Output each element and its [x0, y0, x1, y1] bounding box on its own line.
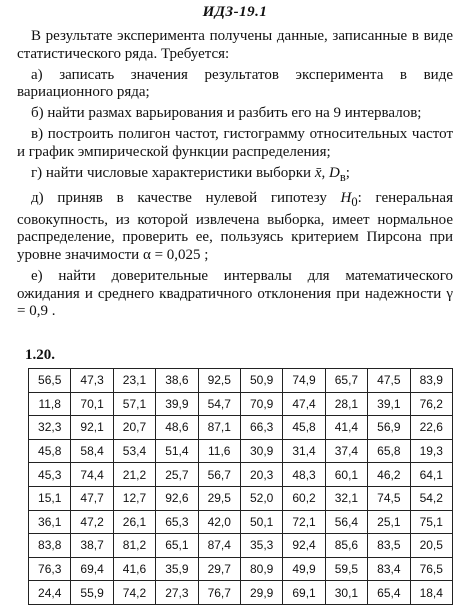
table-cell: 60,2: [283, 486, 325, 510]
table-cell: 83,8: [29, 534, 71, 558]
table-cell: 54,2: [410, 486, 452, 510]
table-cell: 48,6: [156, 416, 198, 440]
item-e-text: д) приняв в качестве нулевой гипотезу: [31, 190, 341, 207]
table-cell: 72,1: [283, 510, 325, 534]
table-cell: 27,3: [156, 581, 198, 605]
table-cell: 56,5: [29, 369, 71, 393]
table-cell: 19,3: [410, 439, 452, 463]
table-cell: 81,2: [113, 534, 155, 558]
table-cell: 76,7: [198, 581, 240, 605]
sample-mean-symbol: x̄: [314, 165, 322, 182]
table-row: [29, 416, 453, 440]
table-cell: 25,7: [156, 463, 198, 487]
table-row: [29, 463, 453, 487]
table-cell: 75,1: [410, 510, 452, 534]
table-cell: 29,9: [240, 581, 282, 605]
table-cell: 12,7: [113, 486, 155, 510]
table-cell: 76,2: [410, 392, 452, 416]
table-cell: 76,3: [29, 557, 71, 581]
table-cell: 24,4: [29, 581, 71, 605]
table-cell: 26,1: [113, 510, 155, 534]
table-cell: 65,4: [368, 581, 410, 605]
hypothesis-subscript: 0: [351, 195, 358, 210]
table-row: [29, 439, 453, 463]
problem-number: 1.20.: [25, 347, 55, 363]
table-cell: 69,4: [71, 557, 113, 581]
table-cell: 41,6: [113, 557, 155, 581]
table-cell: 83,4: [368, 557, 410, 581]
item-b: б) найти размах варьирования и разбить его на 9 интервалов;: [31, 105, 422, 122]
table-cell: 38,6: [156, 369, 198, 393]
table-cell: 51,4: [156, 439, 198, 463]
item-f: е) найти доверительные интервалы для математического ожидания и среднего квадратичного отклонения при надежности γ = 0,9 .: [17, 268, 453, 320]
table-cell: 48,3: [283, 463, 325, 487]
table-cell: 37,4: [325, 439, 367, 463]
table-cell: 39,9: [156, 392, 198, 416]
table-cell: 59,5: [325, 557, 367, 581]
table-cell: 92,5: [198, 369, 240, 393]
table-cell: 47,3: [71, 369, 113, 393]
intro-paragraph: В результате эксперимента получены данные, записанные в виде статистического ряда. Требуется:: [17, 28, 453, 62]
item-d-separator: ,: [321, 165, 330, 182]
table-cell: 65,8: [368, 439, 410, 463]
table-cell: 70,1: [71, 392, 113, 416]
table-cell: 47,7: [71, 486, 113, 510]
table-row: [29, 534, 453, 558]
table-cell: 47,4: [283, 392, 325, 416]
item-d: [17, 165, 453, 187]
table-row: [29, 510, 453, 534]
table-cell: 58,4: [71, 439, 113, 463]
table-cell: 65,1: [156, 534, 198, 558]
table-cell: 47,2: [71, 510, 113, 534]
table-cell: 69,1: [283, 581, 325, 605]
table-cell: 35,9: [156, 557, 198, 581]
table-cell: 56,7: [198, 463, 240, 487]
table-row: [29, 581, 453, 605]
table-cell: 54,7: [198, 392, 240, 416]
table-cell: 92,1: [71, 416, 113, 440]
table-cell: 70,9: [240, 392, 282, 416]
table-cell: 65,3: [156, 510, 198, 534]
table-cell: 32,3: [29, 416, 71, 440]
table-cell: 39,1: [368, 392, 410, 416]
table-cell: 42,0: [198, 510, 240, 534]
table-cell: 20,5: [410, 534, 452, 558]
page-title: ИДЗ-19.1: [202, 4, 268, 20]
table-row: [29, 369, 453, 393]
table-cell: 52,0: [240, 486, 282, 510]
table-cell: 35,3: [240, 534, 282, 558]
table-cell: 87,4: [198, 534, 240, 558]
task-text: [17, 28, 453, 324]
table-cell: 20,7: [113, 416, 155, 440]
table-cell: 74,9: [283, 369, 325, 393]
table-cell: 41,4: [325, 416, 367, 440]
table-cell: 56,9: [368, 416, 410, 440]
item-e: [17, 190, 453, 264]
table-cell: 36,1: [29, 510, 71, 534]
table-cell: 49,9: [283, 557, 325, 581]
table-cell: 23,1: [113, 369, 155, 393]
table-cell: 64,1: [410, 463, 452, 487]
table-cell: 50,9: [240, 369, 282, 393]
item-d-text: г) найти числовые характеристики выборки: [31, 165, 315, 182]
table-cell: 50,1: [240, 510, 282, 534]
table-cell: 80,9: [240, 557, 282, 581]
table-cell: 83,5: [368, 534, 410, 558]
table-cell: 66,3: [240, 416, 282, 440]
table-cell: 76,5: [410, 557, 452, 581]
table-cell: 45,8: [29, 439, 71, 463]
variance-subscript: в: [339, 170, 346, 185]
table-cell: 55,9: [71, 581, 113, 605]
table-cell: 15,1: [29, 486, 71, 510]
table-cell: 83,9: [410, 369, 452, 393]
table-cell: 56,4: [325, 510, 367, 534]
table-cell: 28,1: [325, 392, 367, 416]
table-cell: 11,8: [29, 392, 71, 416]
item-e-rest: : генеральная совокупность, из которой извлечена выборка, имеет нормальное распределение, проверить ее, пользуясь критерием Пирсона при уровне значимости α = 0,025 ;: [17, 190, 453, 264]
table-cell: 92,6: [156, 486, 198, 510]
table-row: [29, 392, 453, 416]
table-cell: 65,7: [325, 369, 367, 393]
table-row: [29, 486, 453, 510]
item-c: в) построить полигон частот, гистограмму относительных частот и график эмпирической функции распределения;: [17, 126, 453, 161]
table-cell: 74,2: [113, 581, 155, 605]
table-cell: 29,5: [198, 486, 240, 510]
table-row: [29, 557, 453, 581]
table-cell: 21,2: [113, 463, 155, 487]
table-cell: 47,5: [368, 369, 410, 393]
table-cell: 87,1: [198, 416, 240, 440]
table-cell: 25,1: [368, 510, 410, 534]
table-cell: 85,6: [325, 534, 367, 558]
sample-variance-symbol: D: [329, 165, 340, 182]
table-cell: 57,1: [113, 392, 155, 416]
table-cell: 30,1: [325, 581, 367, 605]
table-cell: 30,9: [240, 439, 282, 463]
table-cell: 74,4: [71, 463, 113, 487]
table-cell: 20,3: [240, 463, 282, 487]
table-cell: 45,3: [29, 463, 71, 487]
table-cell: 22,6: [410, 416, 452, 440]
item-a: а) записать значения результатов эксперимента в виде вариационного ряда;: [17, 66, 453, 101]
table-cell: 31,4: [283, 439, 325, 463]
table-cell: 38,7: [71, 534, 113, 558]
hypothesis-symbol: H: [340, 190, 352, 207]
table-cell: 53,4: [113, 439, 155, 463]
table-cell: 46,2: [368, 463, 410, 487]
item-d-end: ;: [345, 165, 350, 182]
table-cell: 32,1: [325, 486, 367, 510]
table-cell: 18,4: [410, 581, 452, 605]
table-cell: 11,6: [198, 439, 240, 463]
data-table: [28, 368, 453, 605]
table-cell: 92,4: [283, 534, 325, 558]
table-cell: 45,8: [283, 416, 325, 440]
table-cell: 74,5: [368, 486, 410, 510]
table-cell: 60,1: [325, 463, 367, 487]
table-cell: 29,7: [198, 557, 240, 581]
